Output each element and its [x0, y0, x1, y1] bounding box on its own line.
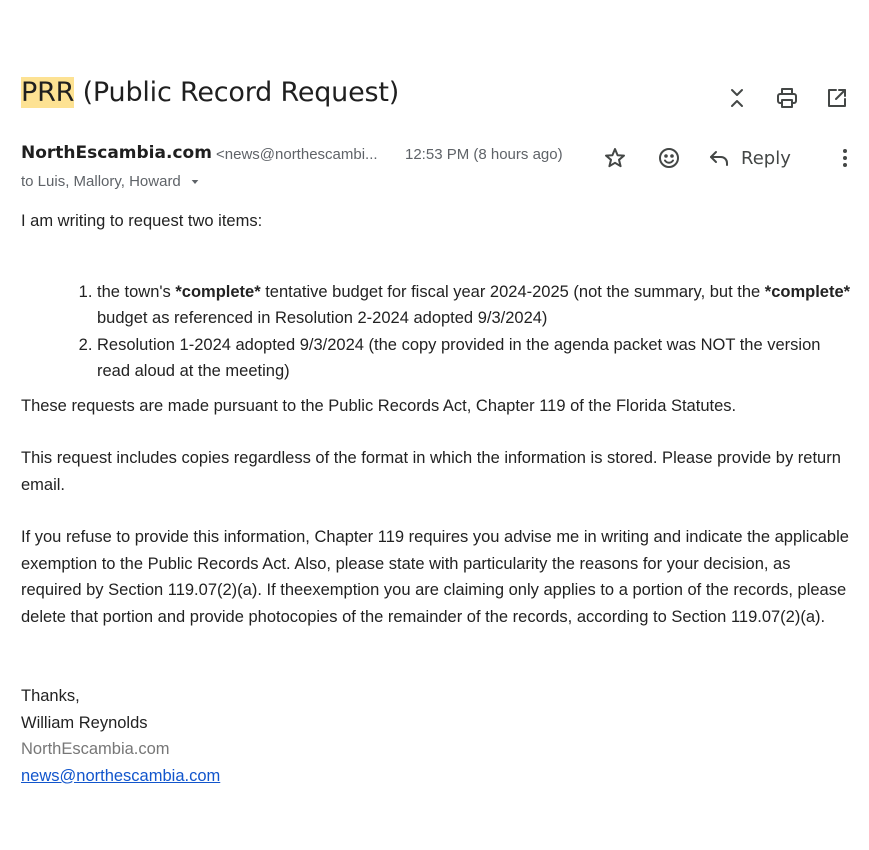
- star-icon: [603, 146, 627, 170]
- print-icon: [775, 86, 799, 110]
- dropdown-caret-icon: [187, 174, 203, 190]
- add-reaction-button[interactable]: [651, 140, 687, 176]
- sender-row: [21, 140, 855, 170]
- signature-name: William Reynolds: [21, 713, 148, 732]
- item1-bold-2: *complete*: [764, 282, 851, 301]
- signature-email-link[interactable]: news@northescambia.com: [21, 766, 221, 785]
- print-button[interactable]: [769, 80, 805, 116]
- emoji-smile-icon: [657, 146, 681, 170]
- star-button[interactable]: [597, 140, 633, 176]
- sender-email: <news@northescambi...: [216, 146, 378, 163]
- signature: [21, 683, 851, 789]
- more-vertical-icon: [833, 146, 857, 170]
- reply-button[interactable]: [699, 140, 799, 176]
- reply-arrow-icon: [707, 146, 731, 170]
- item1-post: budget as referenced in Resolution 2-2024 adopted 9/3/2024): [97, 309, 548, 327]
- item1-mid: tentative budget for fiscal year 2024-2025 (not the summary, but the: [260, 282, 765, 301]
- item1-bold-1: *complete*: [175, 282, 261, 301]
- more-options-button[interactable]: [827, 140, 863, 176]
- reply-label: Reply: [741, 147, 791, 169]
- signature-thanks: Thanks,: [21, 687, 80, 705]
- message-body: [21, 208, 851, 789]
- subject-row: [21, 74, 855, 118]
- sender-name[interactable]: NorthEscambia.com: [21, 143, 212, 163]
- open-in-new-window-icon: [825, 86, 849, 110]
- recipients-dropdown[interactable]: [21, 173, 203, 190]
- request-item-2: 2. Resolution 1-2024 adopted 9/3/2024 (the copy provided in the agenda packet was NOT the version read aloud at the meeting): [97, 332, 851, 385]
- message-actions: [597, 140, 799, 176]
- item1-pre: the town's: [97, 282, 176, 301]
- collapse-all-button[interactable]: [719, 80, 755, 116]
- body-copies: This request includes copies regardless of the format in which the information is stored. Please provide by return email.: [21, 449, 841, 494]
- body-intro: I am writing to request two items:: [21, 212, 263, 230]
- signature-site: NorthEscambia.com: [21, 740, 170, 758]
- email-subject: [21, 77, 399, 108]
- top-actions: [719, 80, 855, 116]
- request-item-1: [97, 279, 851, 332]
- body-pursuant: These requests are made pursuant to the Public Records Act, Chapter 119 of the Florida Statutes.: [21, 396, 737, 415]
- body-refuse: If you refuse to provide this information, Chapter 119 requires you advise me in writing and indicate the applicable exemption to the Public Records Act. Also, please state with particularity the reasons for your decision, as required by Section 119.07(2)(a). If theexemption you are claiming only applies to a portion of the records, please delete that portion and provide photocopies of the remainder of the records, according to Section 119.07(2)(a).: [21, 528, 849, 626]
- collapse-all-icon: [725, 86, 749, 110]
- message-timestamp: 12:53 PM (8 hours ago): [405, 146, 563, 163]
- subject-highlight: PRR: [21, 77, 75, 108]
- recipients-label: to Luis, Mallory, Howard: [21, 173, 181, 190]
- subject-text: (Public Record Request): [74, 77, 400, 108]
- request-list: [21, 279, 851, 385]
- open-in-new-window-button[interactable]: [819, 80, 855, 116]
